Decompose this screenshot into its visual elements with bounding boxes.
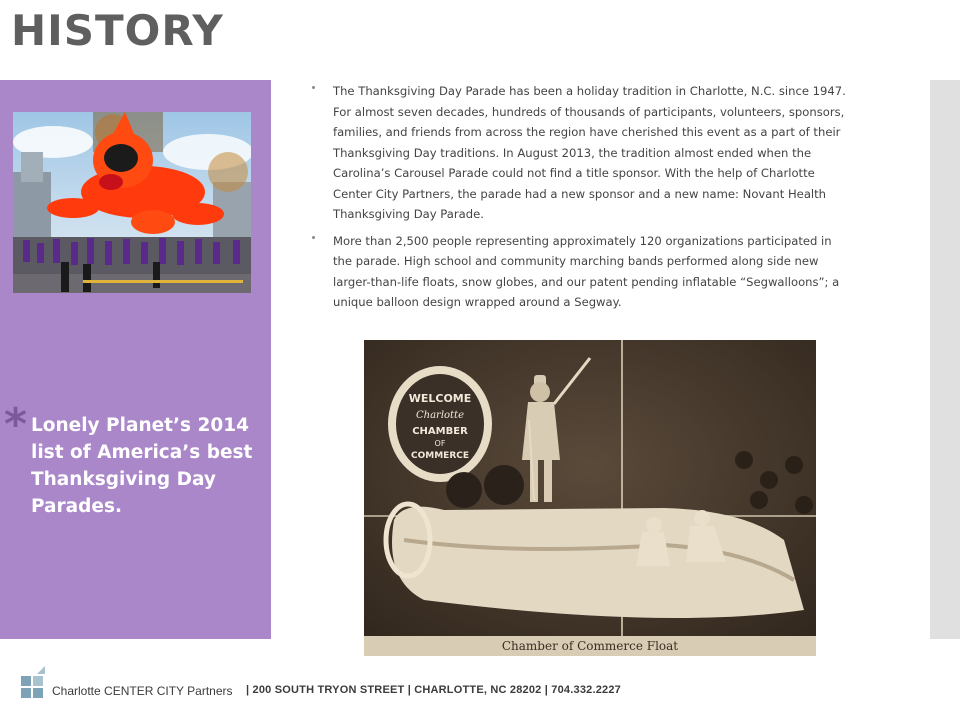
float-sign-welcome: WELCOME [408,392,472,405]
float-sign-commerce: COMMERCE [411,451,469,461]
sidebar-quote: Lonely Planet’s 2014 list of America’s best Thanksgiving Day Parades. [31,415,253,517]
float-sign-of: OF [434,439,446,448]
sidebar-panel [0,80,271,639]
balloon-parade-photo [13,112,251,293]
footer [19,666,719,698]
chamber-float-photo [364,340,816,656]
list-item [312,230,852,312]
ccp-logo-icon [19,666,49,698]
bullet-icon [312,86,315,89]
asterisk-icon: * [4,399,28,450]
float-sign-city: Charlotte [415,410,465,421]
bullet-list [312,80,852,318]
right-accent-bar [930,80,960,639]
float-sign-chamber: CHAMBER [412,426,468,437]
bullet-text: The Thanksgiving Day Parade has been a holiday tradition in Charlotte, N.C. since 1947. For almost seven decades, hundreds of thousands of participants, volunteers, sponsors, families, and friends from across the region have cherished this event as a part of their Thanksgiving Day traditions. In August 2013, the tradition almost ended when the Carolina’s Carousel Parade could not find a title sponsor. With the help of Charlotte Center City Partners, the parade had a new sponsor and a new name: Novant Health Thanksgiving Day Parade. [333,84,846,221]
photo-caption: Chamber of Commerce Float [501,639,679,653]
bullet-text: More than 2,500 people representing approximately 120 organizations participated in the parade. High school and community marching bands performed along side new larger-than-life floats, snow globes, and our patent pending inflatable “Segwalloons”; a unique balloon design wrapped around a Segway. [333,233,840,309]
slide-title: HISTORY [11,6,224,55]
bullet-icon [312,236,315,239]
footer-address: | 200 SOUTH TRYON STREET | CHARLOTTE, NC 28202 | 704.332.2227 [246,684,621,696]
list-item [312,80,852,224]
footer-org-name: Charlotte CENTER CITY Partners [52,684,233,698]
